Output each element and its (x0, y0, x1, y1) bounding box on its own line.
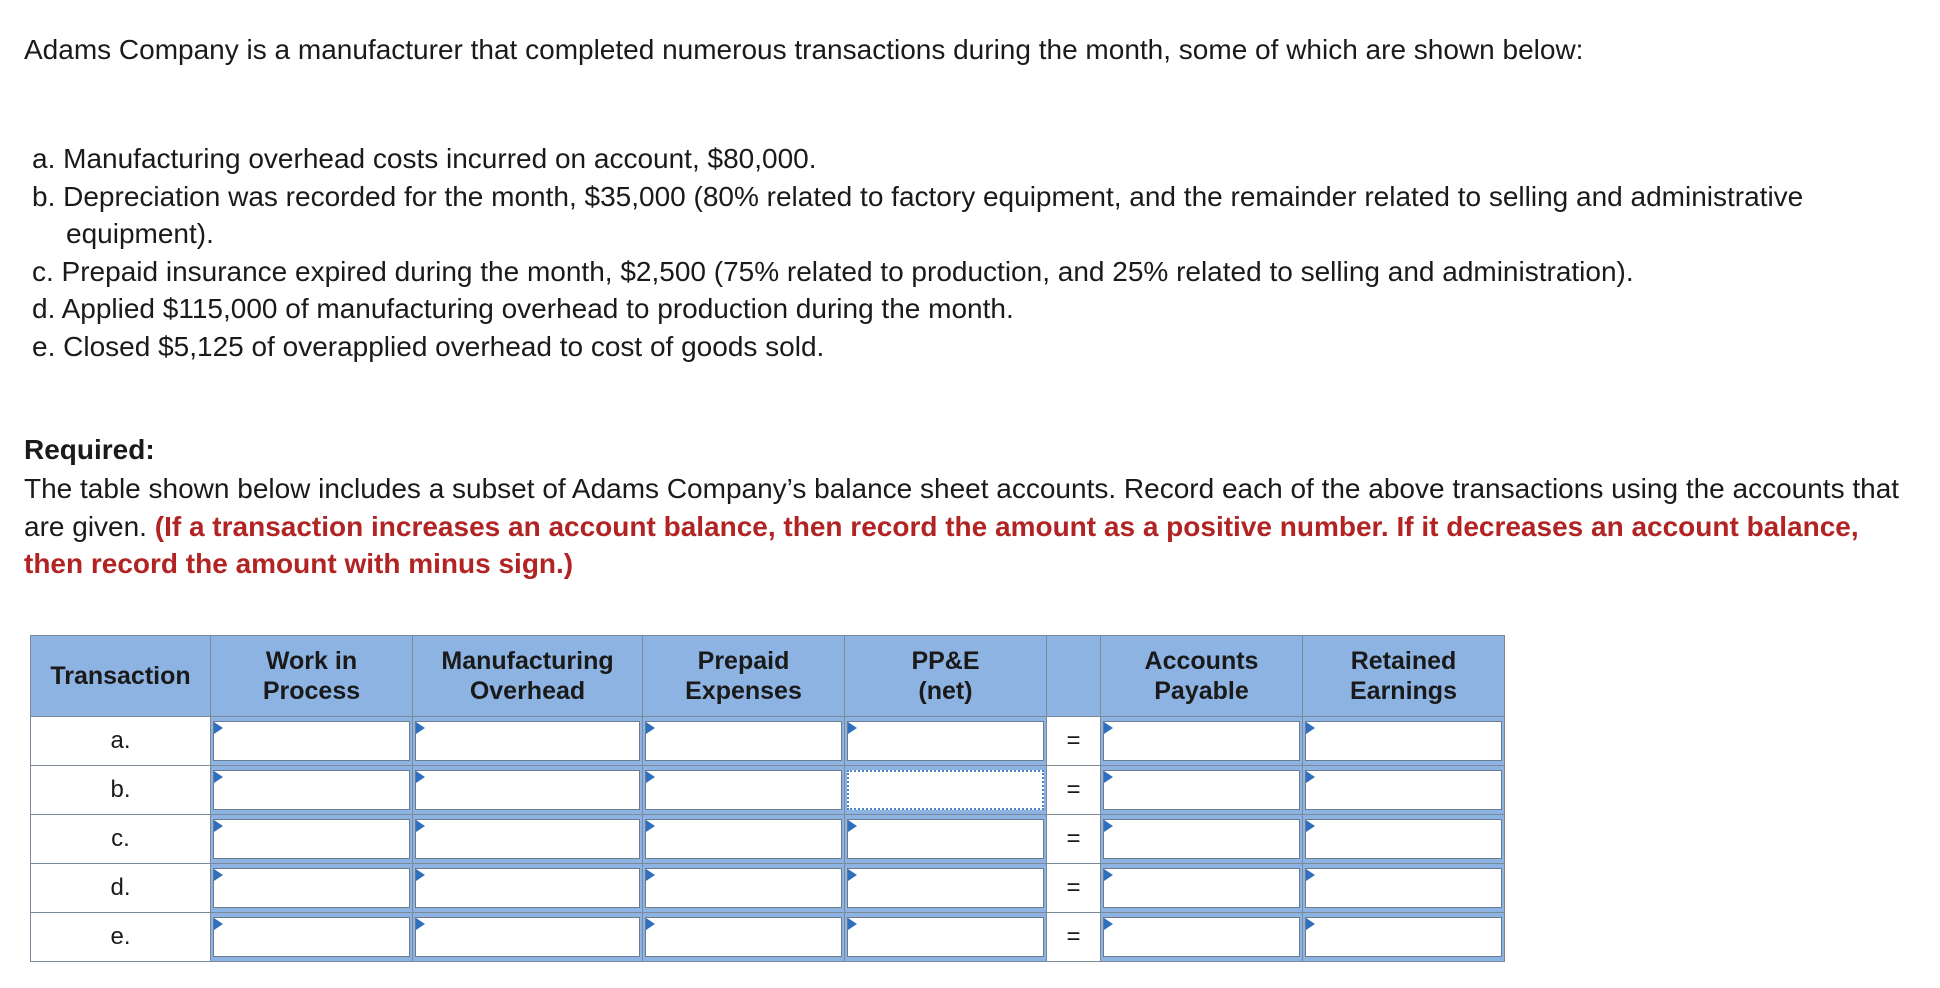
input-box (415, 721, 640, 761)
amount-input-manufacturing-overhead[interactable] (416, 722, 639, 760)
input-box (645, 770, 842, 810)
cell-manufacturing-overhead (413, 766, 643, 815)
input-box (847, 917, 1044, 957)
input-box (847, 868, 1044, 908)
input-box (847, 721, 1044, 761)
amount-input-ppe-net[interactable] (848, 869, 1043, 907)
input-box (1103, 721, 1300, 761)
entry-marker-icon (1306, 722, 1315, 734)
entry-marker-icon (646, 771, 655, 783)
header-accounts-payable: Accounts Payable (1101, 636, 1303, 717)
entry-marker-icon (1306, 820, 1315, 832)
entry-marker-icon (848, 722, 857, 734)
table-header-row (31, 636, 1505, 717)
input-box (645, 868, 842, 908)
row-label: a. (31, 717, 211, 766)
input-box (645, 721, 842, 761)
cell-manufacturing-overhead (413, 864, 643, 913)
entry-marker-icon (646, 869, 655, 881)
entry-marker-icon (848, 869, 857, 881)
cell-ppe-net (845, 766, 1047, 815)
amount-input-manufacturing-overhead[interactable] (416, 918, 639, 956)
equals-sign: = (1047, 864, 1101, 913)
amount-input-manufacturing-overhead[interactable] (416, 869, 639, 907)
amount-input-accounts-payable[interactable] (1104, 771, 1299, 809)
cell-accounts-payable (1101, 864, 1303, 913)
table-row (31, 717, 1505, 766)
transaction-d: d. Applied $115,000 of manufacturing overhead to production during the month. (32, 293, 1014, 324)
amount-input-ppe-net[interactable] (849, 772, 1042, 808)
amount-input-retained-earnings[interactable] (1306, 820, 1501, 858)
cell-prepaid-expenses (643, 766, 845, 815)
cell-prepaid-expenses (643, 717, 845, 766)
intro-text: Adams Company is a manufacturer that completed numerous transactions during the month, some of which are shown below: (24, 34, 1584, 65)
entry-marker-icon (416, 918, 425, 930)
input-box (1103, 868, 1300, 908)
cell-accounts-payable (1101, 766, 1303, 815)
cell-accounts-payable (1101, 717, 1303, 766)
cell-manufacturing-overhead (413, 815, 643, 864)
entry-marker-icon (214, 869, 223, 881)
input-box (645, 819, 842, 859)
entry-marker-icon (214, 820, 223, 832)
equals-sign: = (1047, 766, 1101, 815)
equals-sign: = (1047, 913, 1101, 962)
entry-marker-icon (848, 820, 857, 832)
amount-input-prepaid-expenses[interactable] (646, 869, 841, 907)
entry-marker-icon (1104, 820, 1113, 832)
entry-marker-icon (1306, 869, 1315, 881)
amount-input-retained-earnings[interactable] (1306, 722, 1501, 760)
transaction-b: b. Depreciation was recorded for the month, $35,000 (80% related to factory equipment, and the remainder related to selling and administrative equipment). (32, 180, 1804, 249)
cell-ppe-net (845, 717, 1047, 766)
transaction-e: e. Closed $5,125 of overapplied overhead to cost of goods sold. (32, 330, 825, 362)
cell-retained-earnings (1303, 864, 1505, 913)
cell-ppe-net (845, 864, 1047, 913)
equals-sign: = (1047, 717, 1101, 766)
required-text (24, 470, 1904, 583)
row-label: c. (31, 815, 211, 864)
header-equals (1047, 636, 1101, 717)
input-box (1305, 770, 1502, 810)
cell-work-in-process (211, 913, 413, 962)
header-manufacturing-overhead: Manufacturing Overhead (413, 636, 643, 717)
row-label: e. (31, 913, 211, 962)
input-box (1103, 819, 1300, 859)
cell-manufacturing-overhead (413, 913, 643, 962)
amount-input-prepaid-expenses[interactable] (646, 820, 841, 858)
entry-marker-icon (416, 820, 425, 832)
cell-prepaid-expenses (643, 815, 845, 864)
amount-input-work-in-process[interactable] (214, 771, 409, 809)
header-retained-earnings: Retained Earnings (1303, 636, 1505, 717)
entry-marker-icon (1104, 918, 1113, 930)
amount-input-work-in-process[interactable] (214, 918, 409, 956)
input-box (213, 868, 410, 908)
entry-marker-icon (646, 722, 655, 734)
cell-retained-earnings (1303, 815, 1505, 864)
amount-input-prepaid-expenses[interactable] (646, 771, 841, 809)
input-box (415, 917, 640, 957)
cell-retained-earnings (1303, 717, 1505, 766)
entry-marker-icon (1104, 722, 1113, 734)
header-ppe-net: PP&E (net) (845, 636, 1047, 717)
required-instruction: (If a transaction increases an account balance, then record the amount as a positive number. If it decreases an account balance, then record the amount with minus sign.) (24, 510, 1859, 579)
entry-marker-icon (1104, 869, 1113, 881)
input-box (213, 819, 410, 859)
entry-marker-icon (1306, 918, 1315, 930)
cell-work-in-process (211, 717, 413, 766)
entry-marker-icon (646, 918, 655, 930)
amount-input-accounts-payable[interactable] (1104, 918, 1299, 956)
amount-input-retained-earnings[interactable] (1306, 918, 1501, 956)
amount-input-work-in-process[interactable] (214, 722, 409, 760)
amount-input-accounts-payable[interactable] (1104, 869, 1299, 907)
input-box (847, 770, 1044, 810)
amount-input-accounts-payable[interactable] (1104, 722, 1299, 760)
cell-manufacturing-overhead (413, 717, 643, 766)
transaction-list (32, 140, 1872, 365)
header-work-in-process: Work in Process (211, 636, 413, 717)
entry-marker-icon (646, 820, 655, 832)
input-box (1305, 868, 1502, 908)
cell-work-in-process (211, 766, 413, 815)
cell-retained-earnings (1303, 913, 1505, 962)
amount-input-work-in-process[interactable] (214, 869, 409, 907)
table-row (31, 815, 1505, 864)
amount-input-ppe-net[interactable] (848, 918, 1043, 956)
amount-input-prepaid-expenses[interactable] (646, 722, 841, 760)
entry-marker-icon (214, 918, 223, 930)
amount-input-ppe-net[interactable] (848, 722, 1043, 760)
input-box (847, 819, 1044, 859)
input-box (415, 819, 640, 859)
journal-table (30, 635, 1505, 962)
amount-input-accounts-payable[interactable] (1104, 820, 1299, 858)
entry-marker-icon (416, 771, 425, 783)
equals-sign: = (1047, 815, 1101, 864)
entry-marker-icon (416, 722, 425, 734)
amount-input-retained-earnings[interactable] (1306, 771, 1501, 809)
transaction-c: c. Prepaid insurance expired during the month, $2,500 (75% related to production, and 25% related to selling and administration). (32, 255, 1634, 287)
input-box (1103, 917, 1300, 957)
cell-work-in-process (211, 864, 413, 913)
amount-input-prepaid-expenses[interactable] (646, 918, 841, 956)
required-description: The table shown below includes a subset of Adams Company’s balance sheet accounts. Record each of the above transactions using the accounts that are given. (24, 473, 1900, 542)
input-box (415, 868, 640, 908)
input-box (1305, 721, 1502, 761)
cell-ppe-net (845, 815, 1047, 864)
entry-marker-icon (214, 771, 223, 783)
row-label: d. (31, 864, 211, 913)
table-row (31, 864, 1505, 913)
row-label: b. (31, 766, 211, 815)
cell-prepaid-expenses (643, 913, 845, 962)
entry-marker-icon (416, 869, 425, 881)
input-box (213, 770, 410, 810)
header-transaction: Transaction (31, 636, 211, 717)
cell-work-in-process (211, 815, 413, 864)
entry-marker-icon (848, 918, 857, 930)
cell-retained-earnings (1303, 766, 1505, 815)
input-box (213, 721, 410, 761)
amount-input-work-in-process[interactable] (214, 820, 409, 858)
input-box (1305, 917, 1502, 957)
entry-marker-icon (214, 722, 223, 734)
cell-accounts-payable (1101, 815, 1303, 864)
amount-input-manufacturing-overhead[interactable] (416, 820, 639, 858)
cell-ppe-net (845, 913, 1047, 962)
table-row (31, 766, 1505, 815)
input-box (1305, 819, 1502, 859)
input-box (213, 917, 410, 957)
entry-marker-icon (1306, 771, 1315, 783)
table-row (31, 913, 1505, 962)
entry-marker-icon (1104, 771, 1113, 783)
cell-prepaid-expenses (643, 864, 845, 913)
required-heading: Required: (24, 434, 155, 465)
amount-input-ppe-net[interactable] (848, 820, 1043, 858)
input-box (415, 770, 640, 810)
input-box (645, 917, 842, 957)
input-box (1103, 770, 1300, 810)
header-prepaid-expenses: Prepaid Expenses (643, 636, 845, 717)
amount-input-retained-earnings[interactable] (1306, 869, 1501, 907)
cell-accounts-payable (1101, 913, 1303, 962)
transaction-a: a. Manufacturing overhead costs incurred on account, $80,000. (32, 143, 817, 174)
amount-input-manufacturing-overhead[interactable] (416, 771, 639, 809)
